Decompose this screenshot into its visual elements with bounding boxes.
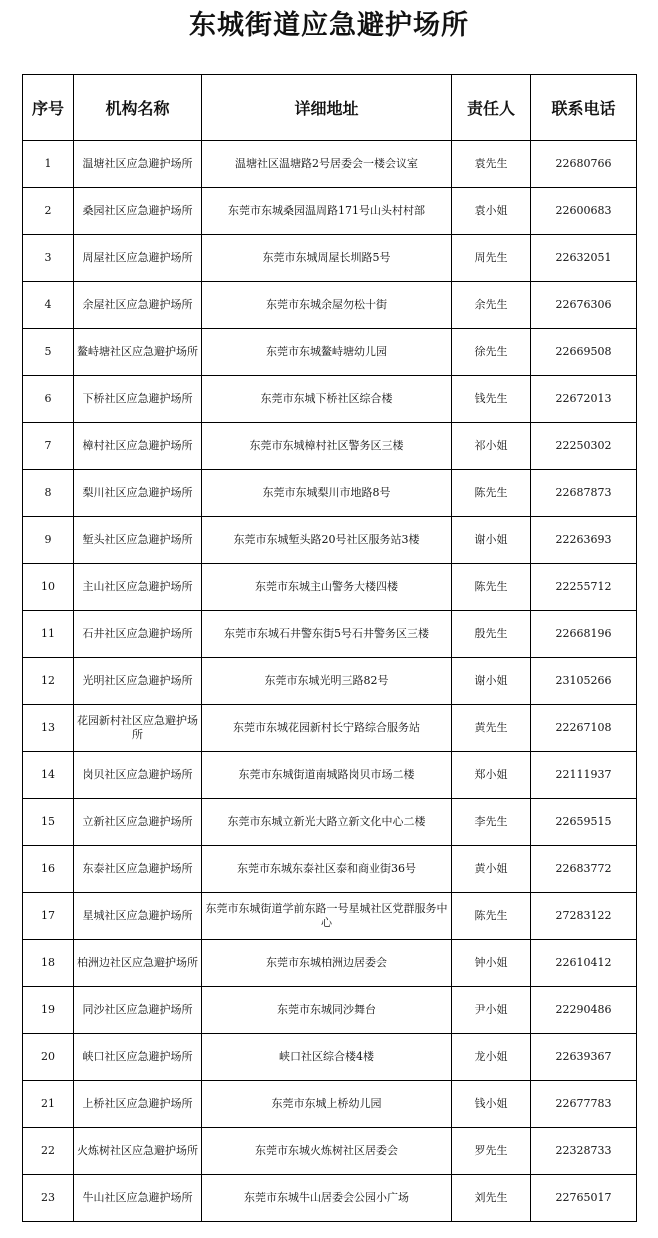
cell-contact-person: 钱小姐 bbox=[452, 1081, 531, 1128]
cell-contact-person: 尹小姐 bbox=[452, 987, 531, 1034]
cell-address: 东莞市东城周屋长圳路5号 bbox=[202, 235, 452, 282]
cell-org-name: 立新社区应急避护场所 bbox=[74, 799, 202, 846]
cell-contact-person: 殷先生 bbox=[452, 611, 531, 658]
cell-phone: 22632051 bbox=[531, 235, 637, 282]
table-row bbox=[23, 141, 637, 188]
cell-contact-person: 袁小姐 bbox=[452, 188, 531, 235]
cell-phone: 22111937 bbox=[531, 752, 637, 799]
table-row bbox=[23, 799, 637, 846]
header-serial-no: 序号 bbox=[23, 75, 74, 141]
cell-phone: 22290486 bbox=[531, 987, 637, 1034]
cell-org-name: 光明社区应急避护场所 bbox=[74, 658, 202, 705]
cell-phone: 22263693 bbox=[531, 517, 637, 564]
table-row bbox=[23, 282, 637, 329]
cell-serial-no: 13 bbox=[23, 705, 74, 752]
cell-org-name: 花园新村社区应急避护场所 bbox=[74, 705, 202, 752]
cell-address: 东莞市东城柏洲边居委会 bbox=[202, 940, 452, 987]
cell-serial-no: 5 bbox=[23, 329, 74, 376]
table-row bbox=[23, 1175, 637, 1222]
table-row bbox=[23, 564, 637, 611]
cell-serial-no: 12 bbox=[23, 658, 74, 705]
cell-contact-person: 龙小姐 bbox=[452, 1034, 531, 1081]
table-row bbox=[23, 893, 637, 940]
cell-serial-no: 19 bbox=[23, 987, 74, 1034]
cell-serial-no: 16 bbox=[23, 846, 74, 893]
cell-serial-no: 7 bbox=[23, 423, 74, 470]
cell-contact-person: 刘先生 bbox=[452, 1175, 531, 1222]
cell-phone: 23105266 bbox=[531, 658, 637, 705]
cell-serial-no: 18 bbox=[23, 940, 74, 987]
cell-contact-person: 谢小姐 bbox=[452, 658, 531, 705]
cell-phone: 22680766 bbox=[531, 141, 637, 188]
cell-org-name: 主山社区应急避护场所 bbox=[74, 564, 202, 611]
cell-phone: 22267108 bbox=[531, 705, 637, 752]
cell-serial-no: 14 bbox=[23, 752, 74, 799]
cell-org-name: 余屋社区应急避护场所 bbox=[74, 282, 202, 329]
cell-org-name: 堑头社区应急避护场所 bbox=[74, 517, 202, 564]
cell-org-name: 梨川社区应急避护场所 bbox=[74, 470, 202, 517]
cell-contact-person: 周先生 bbox=[452, 235, 531, 282]
table-row bbox=[23, 517, 637, 564]
cell-address: 东莞市东城街道学前东路一号星城社区党群服务中心 bbox=[202, 893, 452, 940]
table-header-row bbox=[23, 75, 637, 141]
cell-org-name: 柏洲边社区应急避护场所 bbox=[74, 940, 202, 987]
cell-serial-no: 23 bbox=[23, 1175, 74, 1222]
table-row bbox=[23, 470, 637, 517]
cell-phone: 22683772 bbox=[531, 846, 637, 893]
cell-contact-person: 罗先生 bbox=[452, 1128, 531, 1175]
shelter-table bbox=[22, 74, 637, 1222]
cell-phone: 22255712 bbox=[531, 564, 637, 611]
cell-org-name: 同沙社区应急避护场所 bbox=[74, 987, 202, 1034]
cell-phone: 22672013 bbox=[531, 376, 637, 423]
table-row bbox=[23, 188, 637, 235]
cell-serial-no: 9 bbox=[23, 517, 74, 564]
table-row bbox=[23, 987, 637, 1034]
cell-address: 东莞市东城余屋勿松十街 bbox=[202, 282, 452, 329]
cell-org-name: 牛山社区应急避护场所 bbox=[74, 1175, 202, 1222]
cell-org-name: 峡口社区应急避护场所 bbox=[74, 1034, 202, 1081]
cell-phone: 22676306 bbox=[531, 282, 637, 329]
header-contact-person: 责任人 bbox=[452, 75, 531, 141]
cell-org-name: 周屋社区应急避护场所 bbox=[74, 235, 202, 282]
table-row bbox=[23, 611, 637, 658]
cell-serial-no: 10 bbox=[23, 564, 74, 611]
table-row bbox=[23, 1081, 637, 1128]
cell-contact-person: 徐先生 bbox=[452, 329, 531, 376]
cell-phone: 22677783 bbox=[531, 1081, 637, 1128]
cell-phone: 22328733 bbox=[531, 1128, 637, 1175]
table-row bbox=[23, 752, 637, 799]
cell-serial-no: 2 bbox=[23, 188, 74, 235]
cell-contact-person: 黄先生 bbox=[452, 705, 531, 752]
cell-serial-no: 21 bbox=[23, 1081, 74, 1128]
cell-address: 东莞市东城樟村社区警务区三楼 bbox=[202, 423, 452, 470]
cell-phone: 22600683 bbox=[531, 188, 637, 235]
table-row bbox=[23, 846, 637, 893]
cell-contact-person: 陈先生 bbox=[452, 564, 531, 611]
cell-org-name: 火炼树社区应急避护场所 bbox=[74, 1128, 202, 1175]
cell-address: 东莞市东城梨川市地路8号 bbox=[202, 470, 452, 517]
cell-phone: 22687873 bbox=[531, 470, 637, 517]
cell-contact-person: 郑小姐 bbox=[452, 752, 531, 799]
header-org-name: 机构名称 bbox=[74, 75, 202, 141]
table-row bbox=[23, 376, 637, 423]
cell-address: 东莞市东城堑头路20号社区服务站3楼 bbox=[202, 517, 452, 564]
cell-address: 东莞市东城上桥幼儿园 bbox=[202, 1081, 452, 1128]
cell-phone: 22669508 bbox=[531, 329, 637, 376]
cell-address: 东莞市东城石井警东街5号石井警务区三楼 bbox=[202, 611, 452, 658]
page-title: 东城街道应急避护场所 bbox=[189, 10, 469, 41]
cell-contact-person: 黄小姐 bbox=[452, 846, 531, 893]
cell-org-name: 星城社区应急避护场所 bbox=[74, 893, 202, 940]
cell-address: 东莞市东城光明三路82号 bbox=[202, 658, 452, 705]
cell-org-name: 上桥社区应急避护场所 bbox=[74, 1081, 202, 1128]
cell-phone: 22610412 bbox=[531, 940, 637, 987]
cell-phone: 22250302 bbox=[531, 423, 637, 470]
cell-address: 东莞市东城火炼树社区居委会 bbox=[202, 1128, 452, 1175]
cell-contact-person: 祁小姐 bbox=[452, 423, 531, 470]
cell-serial-no: 15 bbox=[23, 799, 74, 846]
cell-address: 东莞市东城立新光大路立新文化中心二楼 bbox=[202, 799, 452, 846]
cell-serial-no: 20 bbox=[23, 1034, 74, 1081]
table-row bbox=[23, 705, 637, 752]
cell-serial-no: 4 bbox=[23, 282, 74, 329]
table-row bbox=[23, 940, 637, 987]
cell-address: 峡口社区综合楼4楼 bbox=[202, 1034, 452, 1081]
table-row bbox=[23, 1128, 637, 1175]
cell-address: 东莞市东城鳌峙塘幼儿园 bbox=[202, 329, 452, 376]
cell-address: 东莞市东城主山警务大楼四楼 bbox=[202, 564, 452, 611]
table-row bbox=[23, 423, 637, 470]
cell-serial-no: 11 bbox=[23, 611, 74, 658]
table-row bbox=[23, 329, 637, 376]
cell-org-name: 桑园社区应急避护场所 bbox=[74, 188, 202, 235]
header-address: 详细地址 bbox=[202, 75, 452, 141]
cell-address: 东莞市东城东泰社区泰和商业街36号 bbox=[202, 846, 452, 893]
cell-contact-person: 陈先生 bbox=[452, 470, 531, 517]
cell-contact-person: 李先生 bbox=[452, 799, 531, 846]
table-row bbox=[23, 1034, 637, 1081]
table-row bbox=[23, 658, 637, 705]
cell-serial-no: 17 bbox=[23, 893, 74, 940]
cell-phone: 22668196 bbox=[531, 611, 637, 658]
cell-address: 东莞市东城牛山居委会公园小广场 bbox=[202, 1175, 452, 1222]
cell-contact-person: 谢小姐 bbox=[452, 517, 531, 564]
cell-address: 东莞市东城下桥社区综合楼 bbox=[202, 376, 452, 423]
cell-serial-no: 22 bbox=[23, 1128, 74, 1175]
cell-address: 东莞市东城桑园温周路171号山头村村部 bbox=[202, 188, 452, 235]
cell-org-name: 岗贝社区应急避护场所 bbox=[74, 752, 202, 799]
table-body bbox=[23, 141, 637, 1222]
cell-org-name: 东泰社区应急避护场所 bbox=[74, 846, 202, 893]
cell-serial-no: 1 bbox=[23, 141, 74, 188]
cell-org-name: 石井社区应急避护场所 bbox=[74, 611, 202, 658]
cell-address: 东莞市东城同沙舞台 bbox=[202, 987, 452, 1034]
cell-phone: 22765017 bbox=[531, 1175, 637, 1222]
cell-serial-no: 8 bbox=[23, 470, 74, 517]
header-phone: 联系电话 bbox=[531, 75, 637, 141]
cell-phone: 27283122 bbox=[531, 893, 637, 940]
cell-contact-person: 钱先生 bbox=[452, 376, 531, 423]
cell-org-name: 下桥社区应急避护场所 bbox=[74, 376, 202, 423]
cell-org-name: 温塘社区应急避护场所 bbox=[74, 141, 202, 188]
cell-serial-no: 6 bbox=[23, 376, 74, 423]
cell-contact-person: 余先生 bbox=[452, 282, 531, 329]
cell-contact-person: 袁先生 bbox=[452, 141, 531, 188]
cell-phone: 22639367 bbox=[531, 1034, 637, 1081]
cell-org-name: 樟村社区应急避护场所 bbox=[74, 423, 202, 470]
cell-address: 温塘社区温塘路2号居委会一楼会议室 bbox=[202, 141, 452, 188]
cell-address: 东莞市东城花园新村长宁路综合服务站 bbox=[202, 705, 452, 752]
cell-org-name: 鳌峙塘社区应急避护场所 bbox=[74, 329, 202, 376]
cell-contact-person: 陈先生 bbox=[452, 893, 531, 940]
cell-contact-person: 钟小姐 bbox=[452, 940, 531, 987]
cell-address: 东莞市东城街道南城路岗贝市场二楼 bbox=[202, 752, 452, 799]
cell-phone: 22659515 bbox=[531, 799, 637, 846]
table-row bbox=[23, 235, 637, 282]
cell-serial-no: 3 bbox=[23, 235, 74, 282]
